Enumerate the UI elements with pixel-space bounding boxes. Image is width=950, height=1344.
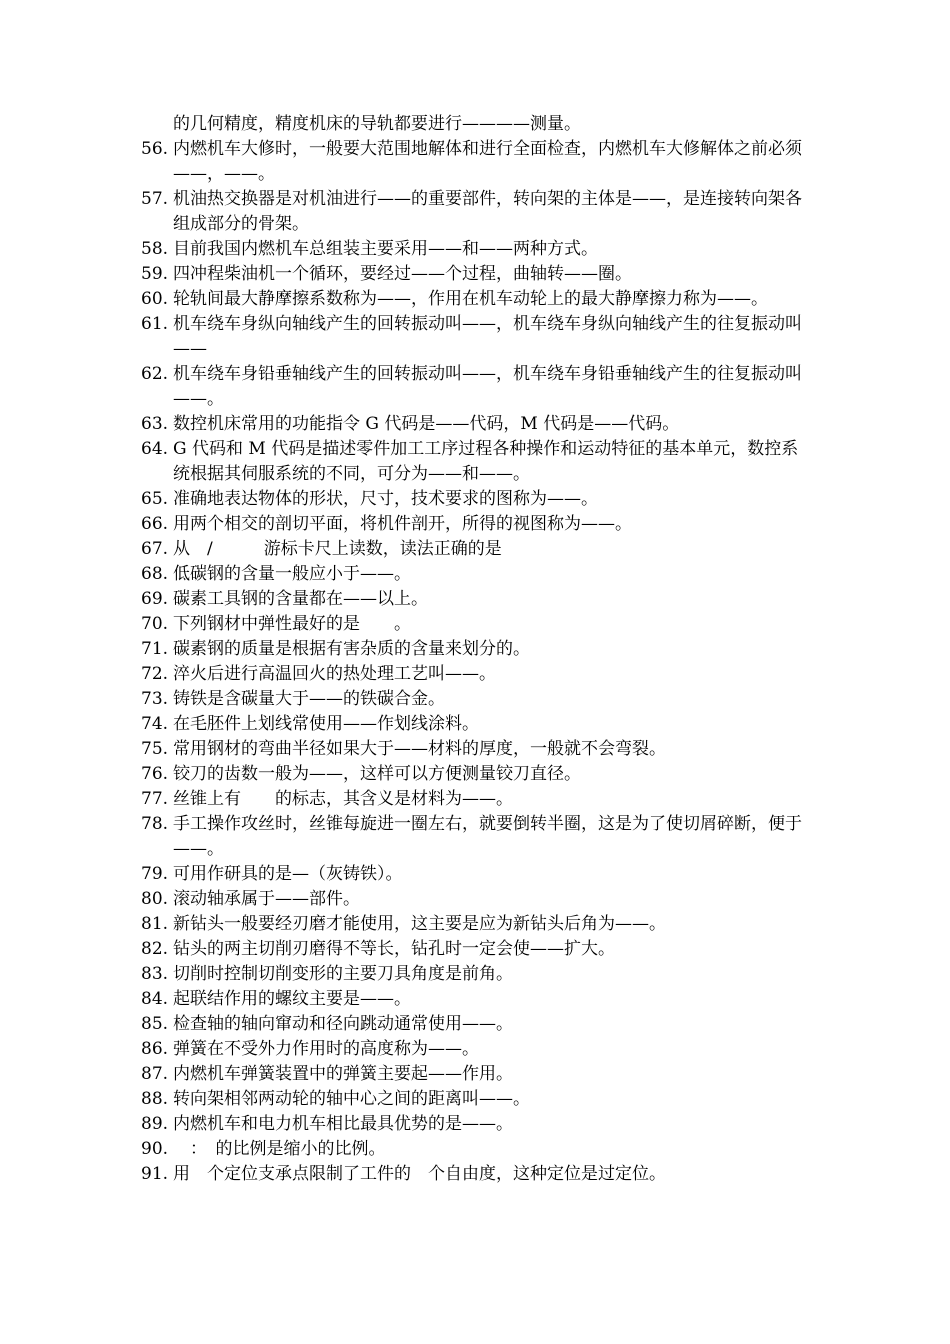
question-text: 检查轴的轴向窜动和径向跳动通常使用——。 — [173, 1014, 513, 1034]
question-number: 74. — [141, 714, 169, 734]
question-text: 四冲程柴油机一个循环，要经过——个过程，曲轴转——圈。 — [173, 264, 632, 284]
question-number: 90. — [141, 1139, 169, 1159]
question-text: 转向架相邻两动轮的轴中心之间的距离叫——。 — [173, 1089, 530, 1109]
question-item — [0, 762, 808, 787]
question-item — [0, 437, 808, 487]
question-number: 66. — [141, 514, 169, 534]
question-text: 机油热交换器是对机油进行——的重要部件，转向架的主体是——，是连接转向架各组成部分的骨架。 — [173, 189, 802, 234]
question-text: 用两个相交的剖切平面，将机件剖开，所得的视图称为——。 — [173, 514, 632, 534]
question-number: 67. — [141, 539, 169, 559]
question-item — [0, 887, 808, 912]
question-item — [0, 937, 808, 962]
question-item — [0, 1087, 808, 1112]
question-list — [0, 112, 950, 1187]
question-item — [0, 662, 808, 687]
question-number: 56. — [141, 139, 169, 159]
question-text: 数控机床常用的功能指令 G 代码是——代码，M 代码是——代码。 — [173, 414, 680, 434]
question-number: 88. — [141, 1089, 169, 1109]
question-number: 58. — [141, 239, 169, 259]
question-text: 在毛胚件上划线常使用——作划线涂料。 — [173, 714, 479, 734]
question-item — [0, 512, 808, 537]
question-item — [0, 687, 808, 712]
question-number: 60. — [141, 289, 169, 309]
question-number: 64. — [141, 439, 169, 459]
question-number: 82. — [141, 939, 169, 959]
question-text: 新钻头一般要经刃磨才能使用，这主要是应为新钻头后角为——。 — [173, 914, 666, 934]
question-number: 71. — [141, 639, 169, 659]
question-text: 丝锥上有 的标志，其含义是材料为——。 — [173, 789, 513, 809]
question-item — [0, 1112, 808, 1137]
question-text: 起联结作用的螺纹主要是——。 — [173, 989, 411, 1009]
question-item — [0, 487, 808, 512]
question-item — [0, 287, 808, 312]
question-number: 61. — [141, 314, 169, 334]
question-item — [0, 137, 808, 187]
question-item — [0, 712, 808, 737]
question-text: 用 个定位支承点限制了工件的 个自由度，这种定位是过定位。 — [173, 1164, 666, 1184]
question-number: 79. — [141, 864, 169, 884]
question-item — [0, 562, 808, 587]
question-text: 准确地表达物体的形状，尺寸，技术要求的图称为——。 — [173, 489, 598, 509]
question-text: 碳素工具钢的含量都在——以上。 — [173, 589, 428, 609]
question-text: 机车绕车身铅垂轴线产生的回转振动叫——，机车绕车身铅垂轴线产生的往复振动叫——。 — [173, 364, 802, 409]
question-number: 59. — [141, 264, 169, 284]
question-item — [0, 362, 808, 412]
question-text: 弹簧在不受外力作用时的高度称为——。 — [173, 1039, 479, 1059]
question-text: 淬火后进行高温回火的热处理工艺叫——。 — [173, 664, 496, 684]
question-item — [0, 987, 808, 1012]
question-item — [0, 1062, 808, 1087]
question-item — [0, 862, 808, 887]
question-text: 切削时控制切削变形的主要刀具角度是前角。 — [173, 964, 513, 984]
question-text: 可用作研具的是—（灰铸铁）。 — [173, 864, 403, 884]
question-number: 63. — [141, 414, 169, 434]
question-item — [0, 587, 808, 612]
question-text: 下列钢材中弹性最好的是 。 — [173, 614, 411, 634]
question-item — [0, 787, 808, 812]
question-text: ： 的比例是缩小的比例。 — [173, 1139, 386, 1159]
question-item — [0, 812, 808, 862]
question-item — [0, 237, 808, 262]
question-number: 57. — [141, 189, 169, 209]
question-number: 68. — [141, 564, 169, 584]
question-number: 69. — [141, 589, 169, 609]
question-item — [0, 637, 808, 662]
question-text: 常用钢材的弯曲半径如果大于——材料的厚度，一般就不会弯裂。 — [173, 739, 666, 759]
question-number: 70. — [141, 614, 169, 634]
question-number: 81. — [141, 914, 169, 934]
question-text: 钻头的两主切削刃磨得不等长，钻孔时一定会使——扩大。 — [173, 939, 615, 959]
question-text: 手工操作攻丝时，丝锥每旋进一圈左右，就要倒转半圈，这是为了使切屑碎断，便于——。 — [173, 814, 802, 859]
question-text: 轮轨间最大静摩擦系数称为——，作用在机车动轮上的最大静摩擦力称为——。 — [173, 289, 768, 309]
question-item — [0, 187, 808, 237]
question-item — [0, 412, 808, 437]
question-number: 65. — [141, 489, 169, 509]
question-item — [0, 537, 808, 562]
question-text: 从 / 游标卡尺上读数，读法正确的是 — [173, 539, 502, 559]
question-item — [0, 1162, 808, 1187]
question-text: 铸铁是含碳量大于——的铁碳合金。 — [173, 689, 445, 709]
question-text: 低碳钢的含量一般应小于——。 — [173, 564, 411, 584]
question-item — [0, 1137, 808, 1162]
continuation-text: 的几何精度，精度机床的导轨都要进行————测量。 — [173, 114, 581, 134]
question-item — [0, 737, 808, 762]
question-text: 内燃机车大修时，一般要大范围地解体和进行全面检查，内燃机车大修解体之前必须——，——。 — [173, 139, 802, 184]
question-text: 滚动轴承属于——部件。 — [173, 889, 360, 909]
question-number: 75. — [141, 739, 169, 759]
question-item — [0, 262, 808, 287]
question-number: 62. — [141, 364, 169, 384]
question-item — [0, 962, 808, 987]
question-number: 76. — [141, 764, 169, 784]
question-number: 73. — [141, 689, 169, 709]
question-number: 83. — [141, 964, 169, 984]
question-text: 内燃机车弹簧装置中的弹簧主要起——作用。 — [173, 1064, 513, 1084]
question-text: 内燃机车和电力机车相比最具优势的是——。 — [173, 1114, 513, 1134]
question-item — [0, 312, 808, 362]
question-number: 77. — [141, 789, 169, 809]
question-text: 铰刀的齿数一般为——，这样可以方便测量铰刀直径。 — [173, 764, 581, 784]
continuation-line — [0, 112, 808, 137]
question-number: 87. — [141, 1064, 169, 1084]
question-text: 目前我国内燃机车总组装主要采用——和——两种方式。 — [173, 239, 598, 259]
question-item — [0, 1012, 808, 1037]
question-item — [0, 912, 808, 937]
question-number: 86. — [141, 1039, 169, 1059]
question-number: 89. — [141, 1114, 169, 1134]
question-number: 91. — [141, 1164, 169, 1184]
question-text: G 代码和 M 代码是描述零件加工工序过程各种操作和运动特征的基本单元，数控系统根据其伺服系统的不同，可分为——和——。 — [173, 439, 799, 484]
question-text: 机车绕车身纵向轴线产生的回转振动叫——，机车绕车身纵向轴线产生的往复振动叫—— — [173, 314, 802, 359]
question-item — [0, 1037, 808, 1062]
question-number: 72. — [141, 664, 169, 684]
question-item — [0, 612, 808, 637]
question-text: 碳素钢的质量是根据有害杂质的含量来划分的。 — [173, 639, 530, 659]
question-number: 78. — [141, 814, 169, 834]
question-number: 80. — [141, 889, 169, 909]
question-number: 84. — [141, 989, 169, 1009]
question-number: 85. — [141, 1014, 169, 1034]
